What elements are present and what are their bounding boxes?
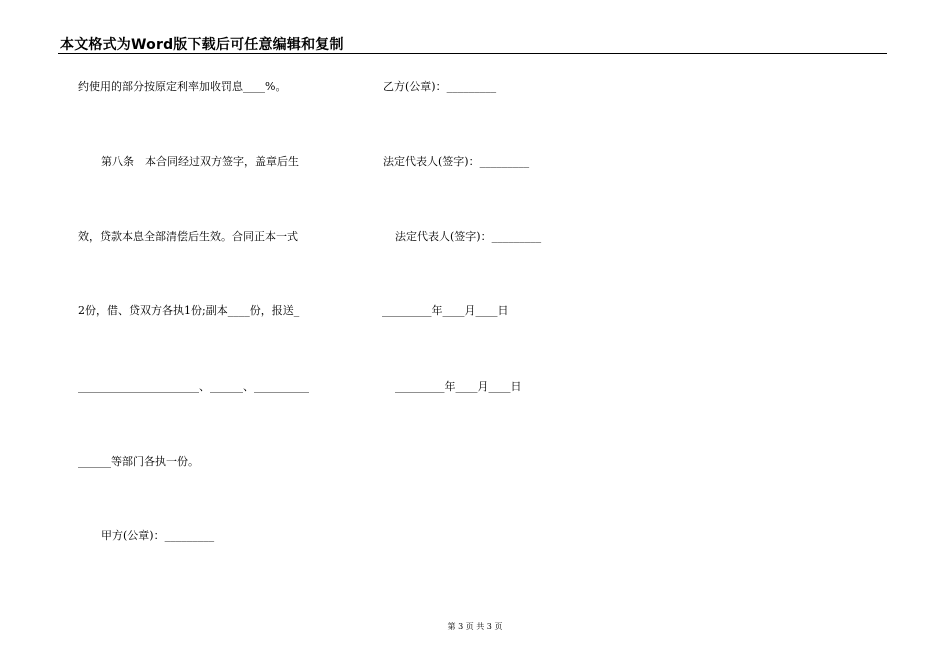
left-line-5: ______________________、______、__________ bbox=[78, 380, 309, 393]
left-line-3: 效，贷款本息全部清偿后生效。合同正本一式 bbox=[78, 230, 298, 243]
legal-rep-signature-1: 法定代表人(签字)：_________ bbox=[383, 155, 530, 168]
header-title: 本文格式为Word版下载后可任意编辑和复制 bbox=[60, 37, 344, 53]
left-line-6: ______等部门各执一份。 bbox=[78, 455, 199, 468]
left-line-4: 2份，借、贷双方各执1份;副本____份，报送_ bbox=[78, 304, 300, 317]
left-line-2: 第八条 本合同经过双方签字，盖章后生 bbox=[101, 155, 299, 168]
party-b-seal: 乙方(公章)：_________ bbox=[383, 80, 497, 93]
date-line-1: _________年____月____日 bbox=[382, 304, 509, 317]
party-a-seal: 甲方(公章)：_________ bbox=[101, 529, 215, 542]
legal-rep-signature-2: 法定代表人(签字)：_________ bbox=[395, 230, 542, 243]
header-divider bbox=[58, 53, 887, 54]
page-number: 第 3 页 共 3 页 bbox=[447, 622, 503, 631]
date-line-2: _________年____月____日 bbox=[395, 380, 522, 393]
left-line-1: 约使用的部分按原定利率加收罚息____%。 bbox=[78, 80, 287, 93]
